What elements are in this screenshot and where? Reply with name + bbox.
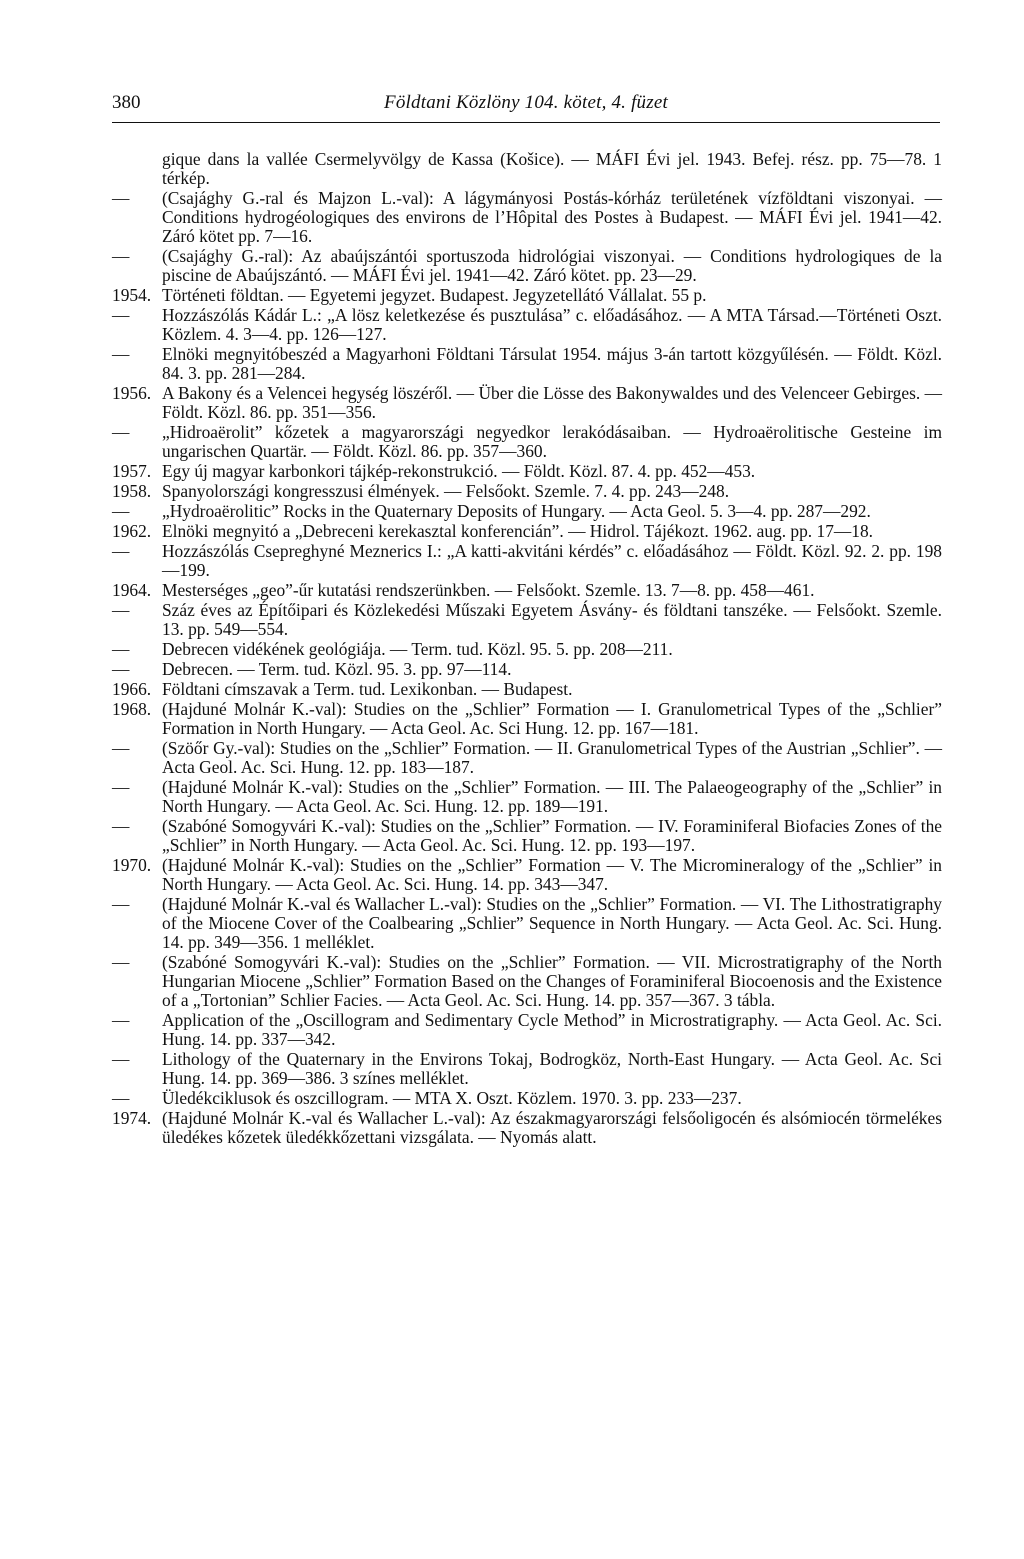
entry-year: — xyxy=(112,816,130,836)
entry-year: — xyxy=(112,1049,130,1069)
entry-year: 1966. xyxy=(112,679,152,699)
entry-text: Elnöki megnyitóbeszéd a Magyarhoni Földtani Társulat 1954. május 3-án tartott közgyűlésén. — Földt. Közl. 84. 3. pp. 281—284. xyxy=(162,344,942,383)
entry-text: Mesterséges „geo”-űr kutatási rendszerünkben. — Felsőokt. Szemle. 13. 7—8. pp. 458—461. xyxy=(162,580,815,600)
entry-year xyxy=(112,150,162,188)
bibliography-entry xyxy=(112,306,942,344)
entry-year: — xyxy=(112,305,130,325)
bibliography-entry xyxy=(112,189,942,246)
entry-year: 1954. xyxy=(112,285,152,305)
entry-year: 1974. xyxy=(112,1108,152,1128)
entry-year: — xyxy=(112,501,130,521)
bibliography-entry xyxy=(112,700,942,738)
entry-year: — xyxy=(112,246,130,266)
entry-text: (Hajduné Molnár K.-val): Studies on the „Schlier” Formation — I. Granulometrical Types of the „Schlier” Formation in North Hungary. — Acta Geol. Ac. Sci Hung. 12. pp. 167—181. xyxy=(162,699,942,738)
bibliography-entry xyxy=(112,778,942,816)
bibliography-entry xyxy=(112,1011,942,1049)
entry-year: — xyxy=(112,894,130,914)
entry-year: — xyxy=(112,952,130,972)
entry-year: — xyxy=(112,738,130,758)
entry-year: — xyxy=(112,541,130,561)
bibliography-entry xyxy=(112,1050,942,1088)
bibliography-entry xyxy=(112,384,942,422)
entry-text: Application of the „Oscillogram and Sedimentary Cycle Method” in Microstratigraphy. — Acta Geol. Ac. Sci. Hung. 14. pp. 337—342. xyxy=(162,1010,942,1049)
entry-text: Üledékciklusok és oszcillogram. — MTA X. Oszt. Közlem. 1970. 3. pp. 233—237. xyxy=(162,1088,742,1108)
entry-year: 1970. xyxy=(112,855,152,875)
bibliography-entry xyxy=(112,345,942,383)
entry-year: 1956. xyxy=(112,383,152,403)
entry-year: 1958. xyxy=(112,481,152,501)
bibliography-list xyxy=(112,150,942,1147)
entry-year: — xyxy=(112,777,130,797)
entry-year: 1964. xyxy=(112,580,152,600)
entry-year: — xyxy=(112,422,130,442)
bibliography-entry xyxy=(112,640,942,659)
bibliography-entry xyxy=(112,247,942,285)
bibliography-entry xyxy=(112,522,942,541)
bibliography-entry xyxy=(112,817,942,855)
entry-year: 1968. xyxy=(112,699,152,719)
bibliography-entry xyxy=(112,895,942,952)
bibliography-entry xyxy=(112,601,942,639)
entry-text: (Hajduné Molnár K.-val és Wallacher L.-val): Studies on the „Schlier” Formation. — VI. The Lithostratigraphy of the Miocene Cover of the Coalbearing „Schlier” Sequence in North Hungary. — Acta Geol. Ac. Sci. Hung. 14. pp. 349—356. 1 melléklet. xyxy=(162,894,942,952)
entry-text: (Szöőr Gy.-val): Studies on the „Schlier” Formation. — II. Granulometrical Types of the Austrian „Schlier”. — Acta Geol. Ac. Sci. Hung. 12. pp. 183—187. xyxy=(162,738,942,777)
bibliography-entry xyxy=(112,423,942,461)
entry-year: — xyxy=(112,600,130,620)
entry-text: A Bakony és a Velencei hegység löszéről. — Über die Lösse des Bakonywaldes und des Velenceer Gebirges. — Földt. Közl. 86. pp. 351—356. xyxy=(162,383,942,422)
entry-text: (Hajduné Molnár K.-val): Studies on the „Schlier” Formation — V. The Micromineralogy of the „Schlier” in North Hungary. — Acta Geol. Ac. Sci. Hung. 14. pp. 343—347. xyxy=(162,855,942,894)
bibliography-entry xyxy=(112,150,942,188)
entry-text: Száz éves az Építőipari és Közlekedési Műszaki Egyetem Ásvány- és földtani tanszéke. — Felsőokt. Szemle. 13. pp. 549—554. xyxy=(162,600,942,639)
page-header xyxy=(112,92,940,123)
entry-year: — xyxy=(112,188,130,208)
entry-text: Debrecen. — Term. tud. Közl. 95. 3. pp. 97—114. xyxy=(162,659,512,679)
bibliography-entry xyxy=(112,542,942,580)
bibliography-entry xyxy=(112,502,942,521)
bibliography-entry xyxy=(112,1089,942,1108)
entry-text: Egy új magyar karbonkori tájkép-rekonstrukció. — Földt. Közl. 87. 4. pp. 452—453. xyxy=(162,461,756,481)
bibliography-entry xyxy=(112,856,942,894)
entry-year: — xyxy=(112,344,130,364)
bibliography-entry xyxy=(112,953,942,1010)
bibliography-entry xyxy=(112,482,942,501)
bibliography-entry xyxy=(112,739,942,777)
bibliography-entry xyxy=(112,660,942,679)
entry-text: „Hidroaërolit” kőzetek a magyarországi negyedkor lerakódásaiban. — Hydroaërolitische Gesteine im ungarischen Quartär. — Földt. Közl. 86. pp. 357—360. xyxy=(162,422,942,461)
entry-text: (Csajághy G.-ral és Majzon L.-val): A lágymányosi Postás-kórház területének vízföldtani viszonyai. — Conditions hydrogéologiques des environs de l’Hôpital des Postes à Budapest. — MÁFI Évi jel. 1941—42. Záró kötet pp. 7—16. xyxy=(162,188,942,246)
entry-text: Történeti földtan. — Egyetemi jegyzet. Budapest. Jegyzetellátó Vállalat. 55 p. xyxy=(162,285,707,305)
bibliography-entry xyxy=(112,581,942,600)
entry-text: gique dans la vallée Csermelyvölgy de Kassa (Košice). — MÁFI Évi jel. 1943. Befej. rész. pp. 75—78. 1 térkép. xyxy=(162,149,942,188)
entry-text: Hozzászólás Csepreghyné Meznerics I.: „A katti-akvitáni kérdés” c. előadásához — Földt. Közl. 92. 2. pp. 198—199. xyxy=(162,541,942,580)
bibliography-entry xyxy=(112,680,942,699)
entry-year: — xyxy=(112,659,130,679)
entry-text: (Hajduné Molnár K.-val és Wallacher L.-val): Az északmagyarországi felsőoligocén és alsómiocén törmelékes üledékes kőzetek üledékkőzettani vizsgálata. — Nyomás alatt. xyxy=(162,1108,942,1147)
entry-text: „Hydroaërolitic” Rocks in the Quaternary Deposits of Hungary. — Acta Geol. 5. 3—4. pp. 287—292. xyxy=(162,501,871,521)
running-title: Földtani Közlöny 104. kötet, 4. füzet xyxy=(384,92,668,113)
page-number: 380 xyxy=(112,92,141,113)
entry-text: Földtani címszavak a Term. tud. Lexikonban. — Budapest. xyxy=(162,679,573,699)
entry-text: Lithology of the Quaternary in the Environs Tokaj, Bodrogköz, North-East Hungary. — Acta Geol. Ac. Sci Hung. 14. pp. 369—386. 3 színes melléklet. xyxy=(162,1049,942,1088)
entry-text: (Hajduné Molnár K.-val): Studies on the „Schlier” Formation. — III. The Palaeogeography of the „Schlier” in North Hungary. — Acta Geol. Ac. Sci. Hung. 12. pp. 189—191. xyxy=(162,777,942,816)
bibliography-entry xyxy=(112,286,942,305)
entry-year: — xyxy=(112,639,130,659)
bibliography-entry xyxy=(112,462,942,481)
entry-text: (Szabóné Somogyvári K.-val): Studies on the „Schlier” Formation. — VII. Microstratigraphy of the North Hungarian Miocene „Schlier” Formation Based on the Changes of Foraminiferal Biocoenosis and the Existence of a „Tortonian” Schlier Facies. — Acta Geol. Ac. Sci. Hung. 14. pp. 357—367. 3 tábla. xyxy=(162,952,942,1010)
entry-year: — xyxy=(112,1010,130,1030)
bibliography-entry xyxy=(112,1109,942,1147)
entry-text: Elnöki megnyitó a „Debreceni kerekasztal konferencián”. — Hidrol. Tájékozt. 1962. aug. pp. 17—18. xyxy=(162,521,874,541)
entry-year: 1962. xyxy=(112,521,152,541)
entry-year: 1957. xyxy=(112,461,152,481)
entry-text: (Csajághy G.-ral): Az abaújszántói sportuszoda hidrológiai viszonyai. — Conditions hydrologiques de la piscine de Abaújszántó. — MÁFI Évi jel. 1941—42. Záró kötet. pp. 23—29. xyxy=(162,246,942,285)
entry-text: Debrecen vidékének geológiája. — Term. tud. Közl. 95. 5. pp. 208—211. xyxy=(162,639,673,659)
entry-text: (Szabóné Somogyvári K.-val): Studies on the „Schlier” Formation. — IV. Foraminiferal Biofacies Zones of the „Schlier” in North Hungary. — Acta Geol. Ac. Sci. Hung. 12. pp. 193—197. xyxy=(162,816,942,855)
entry-year: — xyxy=(112,1088,130,1108)
entry-text: Hozzászólás Kádár L.: „A lösz keletkezése és pusztulása” c. előadásához. — A MTA Társad.—Történeti Oszt. Közlem. 4. 3—4. pp. 126—127. xyxy=(162,305,942,344)
entry-text: Spanyolországi kongresszusi élmények. — Felsőokt. Szemle. 7. 4. pp. 243—248. xyxy=(162,481,730,501)
